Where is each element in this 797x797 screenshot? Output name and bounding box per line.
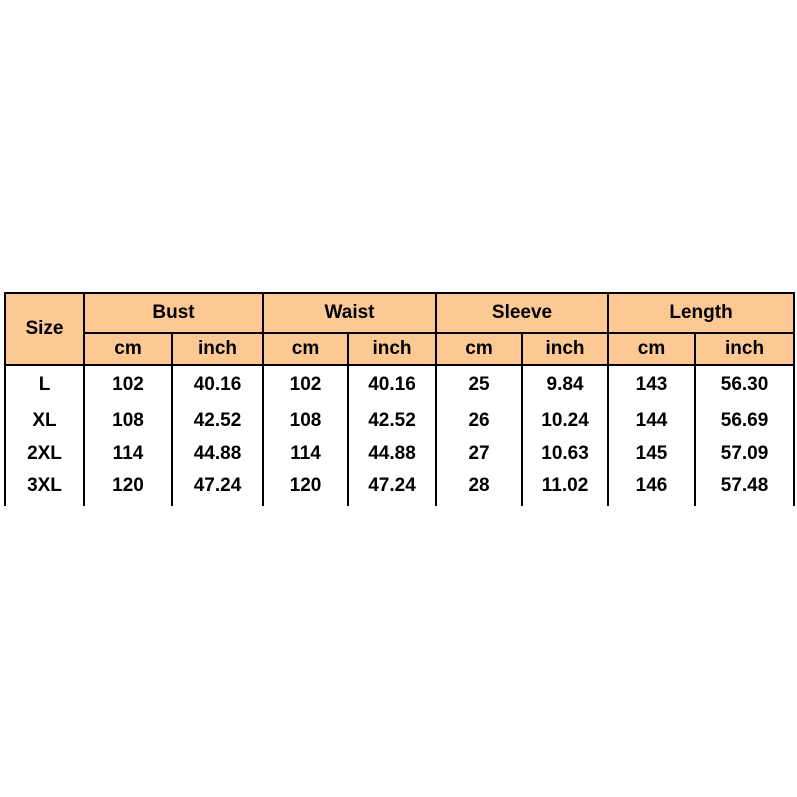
table-row bbox=[5, 437, 794, 470]
table-cell: 114 bbox=[263, 437, 348, 470]
table-row bbox=[5, 470, 794, 502]
unit-header-bust-inch: inch bbox=[172, 333, 263, 365]
unit-header-length-inch: inch bbox=[695, 333, 794, 365]
unit-header-length-cm: cm bbox=[608, 333, 695, 365]
table-cell: 114 bbox=[84, 437, 172, 470]
unit-header-waist-cm: cm bbox=[263, 333, 348, 365]
table-cell: 28 bbox=[436, 470, 522, 502]
size-header: Size bbox=[5, 293, 84, 365]
table-cell: 10.63 bbox=[522, 437, 608, 470]
table-row bbox=[5, 365, 794, 404]
table-cell: 26 bbox=[436, 404, 522, 437]
table-cell: 143 bbox=[608, 365, 695, 404]
table-cell: 146 bbox=[608, 470, 695, 502]
table-cell: 57.09 bbox=[695, 437, 794, 470]
border-tail-cell bbox=[608, 502, 695, 506]
table-cell: 57.48 bbox=[695, 470, 794, 502]
size-cell: L bbox=[5, 365, 84, 404]
table-cell: 145 bbox=[608, 437, 695, 470]
table-cell: 102 bbox=[263, 365, 348, 404]
group-header-waist: Waist bbox=[263, 293, 436, 333]
unit-header-sleeve-inch: inch bbox=[522, 333, 608, 365]
border-tail-cell bbox=[84, 502, 172, 506]
size-cell: 3XL bbox=[5, 470, 84, 502]
table-cell: 25 bbox=[436, 365, 522, 404]
table-cell: 108 bbox=[263, 404, 348, 437]
table-cell: 27 bbox=[436, 437, 522, 470]
table-cell: 47.24 bbox=[348, 470, 436, 502]
border-tail-cell bbox=[348, 502, 436, 506]
border-tail-cell bbox=[436, 502, 522, 506]
table-cell: 144 bbox=[608, 404, 695, 437]
table-cell: 56.69 bbox=[695, 404, 794, 437]
table-row bbox=[5, 404, 794, 437]
table-cell: 102 bbox=[84, 365, 172, 404]
group-header-sleeve: Sleeve bbox=[436, 293, 608, 333]
unit-header-waist-inch: inch bbox=[348, 333, 436, 365]
border-tail-cell bbox=[263, 502, 348, 506]
border-tail-cell bbox=[522, 502, 608, 506]
group-header-bust: Bust bbox=[84, 293, 263, 333]
border-tail-cell bbox=[172, 502, 263, 506]
table-cell: 42.52 bbox=[348, 404, 436, 437]
table-cell: 40.16 bbox=[348, 365, 436, 404]
table-cell: 108 bbox=[84, 404, 172, 437]
table-cell: 56.30 bbox=[695, 365, 794, 404]
table-cell: 11.02 bbox=[522, 470, 608, 502]
table-cell: 40.16 bbox=[172, 365, 263, 404]
table-cell: 10.24 bbox=[522, 404, 608, 437]
table-cell: 47.24 bbox=[172, 470, 263, 502]
group-header-length: Length bbox=[608, 293, 794, 333]
table-cell: 44.88 bbox=[348, 437, 436, 470]
size-chart-table bbox=[4, 292, 795, 506]
border-tail-cell bbox=[695, 502, 794, 506]
table-cell: 9.84 bbox=[522, 365, 608, 404]
unit-header-sleeve-cm: cm bbox=[436, 333, 522, 365]
border-tail-cell bbox=[5, 502, 84, 506]
table-cell: 120 bbox=[263, 470, 348, 502]
table-cell: 42.52 bbox=[172, 404, 263, 437]
size-cell: 2XL bbox=[5, 437, 84, 470]
size-cell: XL bbox=[5, 404, 84, 437]
table-cell: 44.88 bbox=[172, 437, 263, 470]
header-row-groups bbox=[5, 293, 794, 333]
unit-header-bust-cm: cm bbox=[84, 333, 172, 365]
table-border-tail bbox=[5, 502, 794, 506]
table-cell: 120 bbox=[84, 470, 172, 502]
header-row-units bbox=[5, 333, 794, 365]
